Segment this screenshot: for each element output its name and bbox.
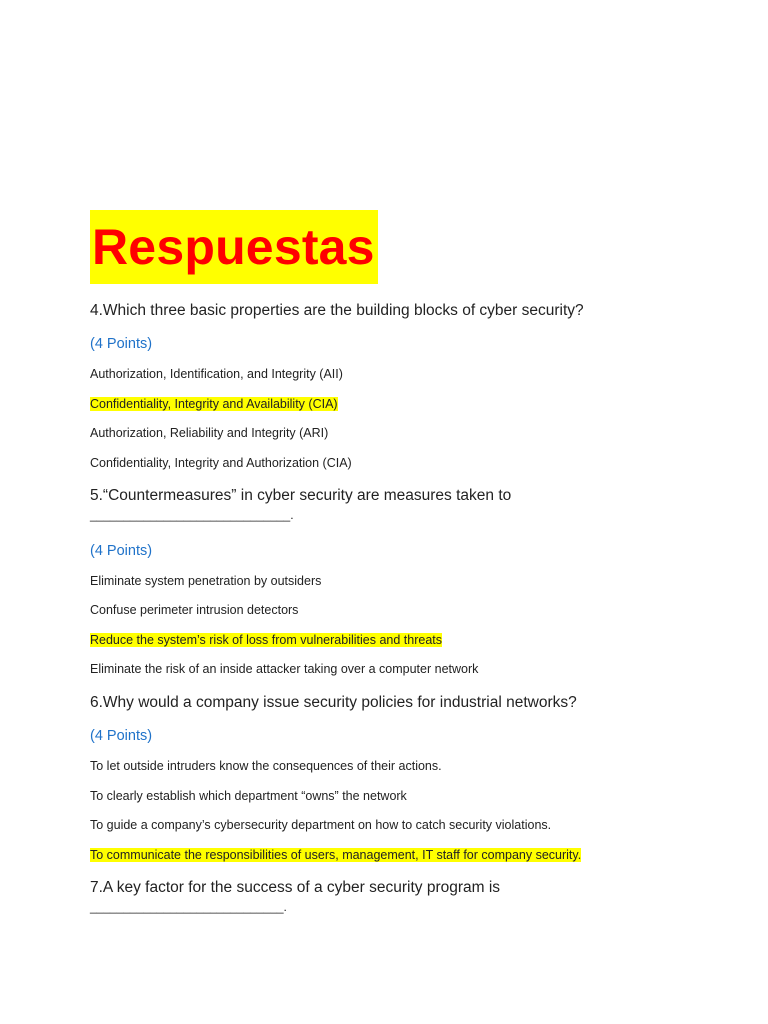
points-label: (4 Points): [90, 728, 153, 744]
question-text: 7.A key factor for the success of a cyber security program is: [90, 878, 501, 896]
option-list: [90, 757, 730, 864]
option-item-correct: [90, 631, 730, 649]
page-title: Respuestas: [90, 210, 378, 284]
option-item: Confidentiality, Integrity and Authorization (CIA): [90, 455, 352, 470]
option-item: To clearly establish which department “owns” the network: [90, 788, 407, 803]
option-item: Authorization, Identification, and Integrity (AII): [90, 367, 343, 381]
question-6: [90, 692, 730, 864]
highlighted-answer: Confidentiality, Integrity and Availability (CIA): [90, 396, 338, 411]
question-text: 5.“Countermeasures” in cyber security are measures taken to: [90, 486, 512, 504]
question-text: 4.Which three basic properties are the building blocks of cyber security?: [90, 302, 584, 319]
option-item: Authorization, Reliability and Integrity (ARI): [90, 426, 329, 440]
highlighted-answer: To communicate the responsibilities of users, management, IT staff for company security.: [90, 847, 582, 862]
points-label: (4 Points): [90, 542, 153, 559]
option-item: To let outside intruders know the consequences of their actions.: [90, 759, 442, 773]
question-5: [90, 485, 730, 679]
option-item-correct: [90, 395, 730, 413]
question-text: 6.Why would a company issue security policies for industrial networks?: [90, 694, 577, 711]
option-item: Eliminate system penetration by outsiders: [90, 573, 322, 588]
points-label: (4 Points): [90, 336, 153, 352]
question-4: [90, 300, 730, 472]
document-page: [90, 210, 730, 915]
option-item: Eliminate the risk of an inside attacker taking over a computer network: [90, 662, 479, 676]
answer-blank: _____________________________.: [90, 899, 287, 914]
option-item-correct: [90, 846, 730, 864]
option-item: To guide a company’s cybersecurity department on how to catch security violations.: [90, 818, 552, 832]
option-list: [90, 572, 730, 679]
answer-blank: ______________________________.: [90, 507, 294, 522]
option-list: [90, 365, 730, 472]
question-7: [90, 877, 730, 915]
highlighted-answer: Reduce the system’s risk of loss from vulnerabilities and threats: [90, 632, 443, 647]
option-item: Confuse perimeter intrusion detectors: [90, 603, 299, 617]
